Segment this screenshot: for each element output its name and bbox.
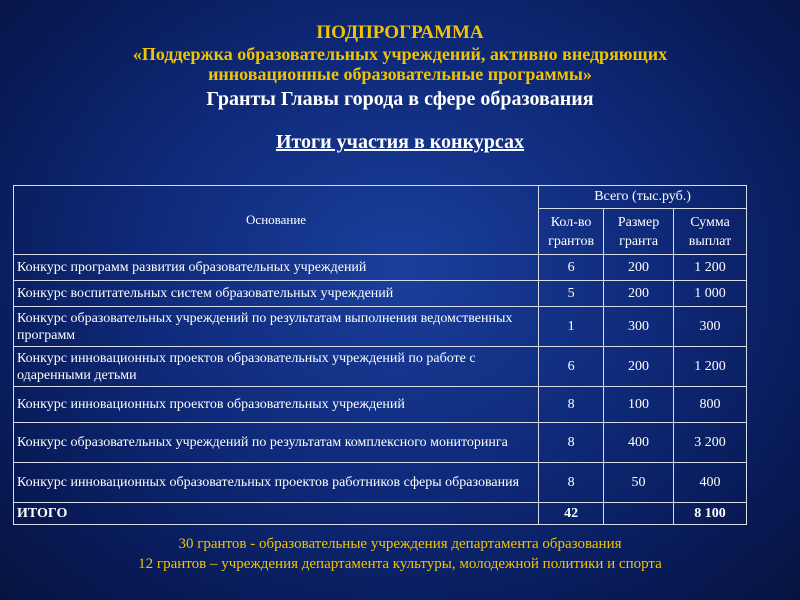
header-total: Всего (тыс.руб.) — [539, 186, 747, 209]
table-row — [14, 423, 747, 463]
row-sum: 1 200 — [674, 347, 747, 387]
row-size: 200 — [604, 255, 674, 281]
row-size: 100 — [604, 387, 674, 423]
row-count: 8 — [539, 423, 604, 463]
table-row — [14, 387, 747, 423]
total-label: ИТОГО — [14, 503, 539, 525]
grants-title: Гранты Главы города в сфере образования — [206, 88, 594, 110]
table-row — [14, 463, 747, 503]
results-subtitle: Итоги участия в конкурсах — [275, 131, 525, 153]
table-row — [14, 281, 747, 307]
table-row — [14, 307, 747, 347]
header-count: Кол-во грантов — [539, 209, 604, 255]
row-sum: 1 200 — [674, 255, 747, 281]
row-count: 8 — [539, 387, 604, 423]
total-sum: 8 100 — [674, 503, 747, 525]
row-sum: 800 — [674, 387, 747, 423]
row-count: 6 — [539, 347, 604, 387]
grants-table — [13, 185, 747, 525]
row-name: Конкурс программ развития образовательных учреждений — [14, 255, 539, 281]
table-row — [14, 347, 747, 387]
row-count: 8 — [539, 463, 604, 503]
row-sum: 1 000 — [674, 281, 747, 307]
footer-note-2: 12 грантов – учреждения департамента культуры, молодежной политики и спорта — [138, 556, 662, 572]
row-size: 300 — [604, 307, 674, 347]
footer-note-1: 30 грантов - образовательные учреждения департамента образования — [178, 536, 622, 552]
row-name: Конкурс инновационных образовательных проектов работников сферы образования — [14, 463, 539, 503]
slide-header — [0, 22, 800, 154]
total-size — [604, 503, 674, 525]
subprogram-title-line-2: инновационные образовательные программы» — [208, 64, 592, 84]
row-size: 50 — [604, 463, 674, 503]
row-count: 5 — [539, 281, 604, 307]
header-size: Размер гранта — [604, 209, 674, 255]
subprogram-title-line-1: «Поддержка образовательных учреждений, активно внедряющих — [132, 44, 668, 64]
total-row — [14, 503, 747, 525]
row-sum: 400 — [674, 463, 747, 503]
table-row — [14, 255, 747, 281]
row-count: 1 — [539, 307, 604, 347]
row-name: Конкурс воспитательных систем образовательных учреждений — [14, 281, 539, 307]
row-sum: 3 200 — [674, 423, 747, 463]
header-basis: Основание — [14, 186, 539, 255]
row-name: Конкурс образовательных учреждений по результатам выполнения ведомственных программ — [14, 307, 539, 347]
row-name: Конкурс инновационных проектов образовательных учреждений — [14, 387, 539, 423]
subprogram-label: ПОДПРОГРАММА — [316, 22, 484, 43]
row-name: Конкурс образовательных учреждений по результатам комплексного мониторинга — [14, 423, 539, 463]
header-sum: Сумма выплат — [674, 209, 747, 255]
row-size: 200 — [604, 347, 674, 387]
row-sum: 300 — [674, 307, 747, 347]
row-count: 6 — [539, 255, 604, 281]
total-count: 42 — [539, 503, 604, 525]
row-name: Конкурс инновационных проектов образовательных учреждений по работе с одаренными детьми — [14, 347, 539, 387]
row-size: 200 — [604, 281, 674, 307]
row-size: 400 — [604, 423, 674, 463]
